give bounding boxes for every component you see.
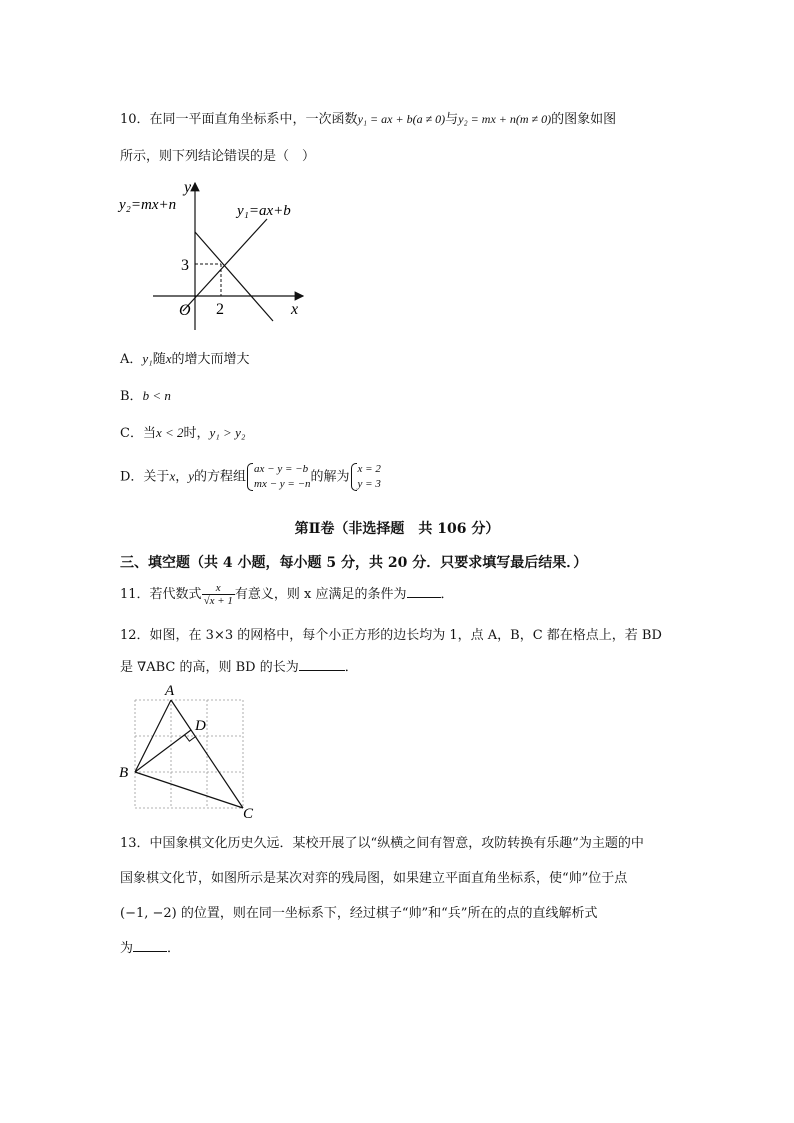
q12-label-d: D [195,718,206,734]
q12-answer-blank[interactable] [299,658,345,671]
q13-line3: (−1, −2) 的位置，则在同一坐标系下，经过棋子“帅”和“兵”所在的点的直线解析式 [120,906,598,921]
q10-graph [115,175,315,335]
q13-line1: 13．中国象棋文化历史久远．某校开展了以“纵横之间有智意，攻防转换有乐趣”为主题的中 [120,836,644,851]
q12-label-b: B [119,765,129,781]
q10-function-y1: y₁ = ax + b(a ≠ 0) [357,112,446,126]
part-3-heading: 三、填空题（共 4 小题，每小题 5 分，共 20 分．只要求填写最后结果．） [120,555,588,571]
q12-line1: 12．如图，在 3×3 的网格中，每个小正方形的边长均为 1，点 A，B，C 都在格点上，若 BD [120,628,662,643]
q10-axis-y-label: y [184,179,192,196]
q10-equation-system: ax − y = −b mx − y = −n [246,462,310,492]
q13-line2: 国象棋文化节，如图所示是某次对弈的残局图，如果建立平面直角坐标系，使“帅”位于点 [120,871,628,886]
q10-option-c: C．当x < 2时，y₁ > y₂ [120,425,246,441]
q11-answer-blank[interactable] [407,585,441,598]
q10-option-b: B．b < n [120,388,171,404]
q12-label-c: C [243,806,254,820]
section-2-title: 第Ⅱ卷（非选择题 共 106 分） [294,521,500,537]
q10-stem-line1 [120,108,616,127]
q10-stem-post: 的图象如图 [551,112,617,127]
q11-fraction: $\frac{x}{√x + 1}$ [203,582,233,607]
q10-axis-x-label: x [291,301,299,318]
q10-stem-pre: 在同一平面直角坐标系中，一次函数 [149,112,358,127]
q10-function-y2: y₂ = mx + n(m ≠ 0) [458,112,552,126]
q10-tick-y: 3 [181,257,189,274]
q13-line4: 为 ． [120,941,181,956]
q11: 11．若代数式 $\frac{x}{√x + 1}$ 有意义，则 x 应满足的条件为 ． [120,582,454,607]
q12-label-a: A [165,683,175,699]
q13-answer-blank[interactable] [133,939,167,952]
q10-label-y1: y₁=ax+b [237,203,291,219]
q10-option-d: D．关于x，y的方程组 ax − y = −b mx − y = −n 的解为 x = 2 y = 3 [120,463,381,490]
q12-grid [135,700,243,808]
q12-line2: 是 ∇ABC 的高，则 BD 的长为 ． [120,660,358,675]
q10-origin-label: O [179,302,191,319]
q10-option-a: A．y₁随x的增大而增大 [120,351,250,367]
q10-stem-mid: 与 [445,112,459,127]
q10-stem-line2: 所示，则下列结论错误的是（ ） [120,149,316,164]
q10-label-y2: y₂=mx+n [119,197,177,213]
q10-solution-system: x = 2 y = 3 [350,462,381,492]
q12-figure [115,680,265,820]
q10-number: 10． [120,112,150,127]
q10-tick-x: 2 [216,301,224,318]
q12-side-bc [135,772,243,808]
q10-line-y2 [195,232,273,321]
